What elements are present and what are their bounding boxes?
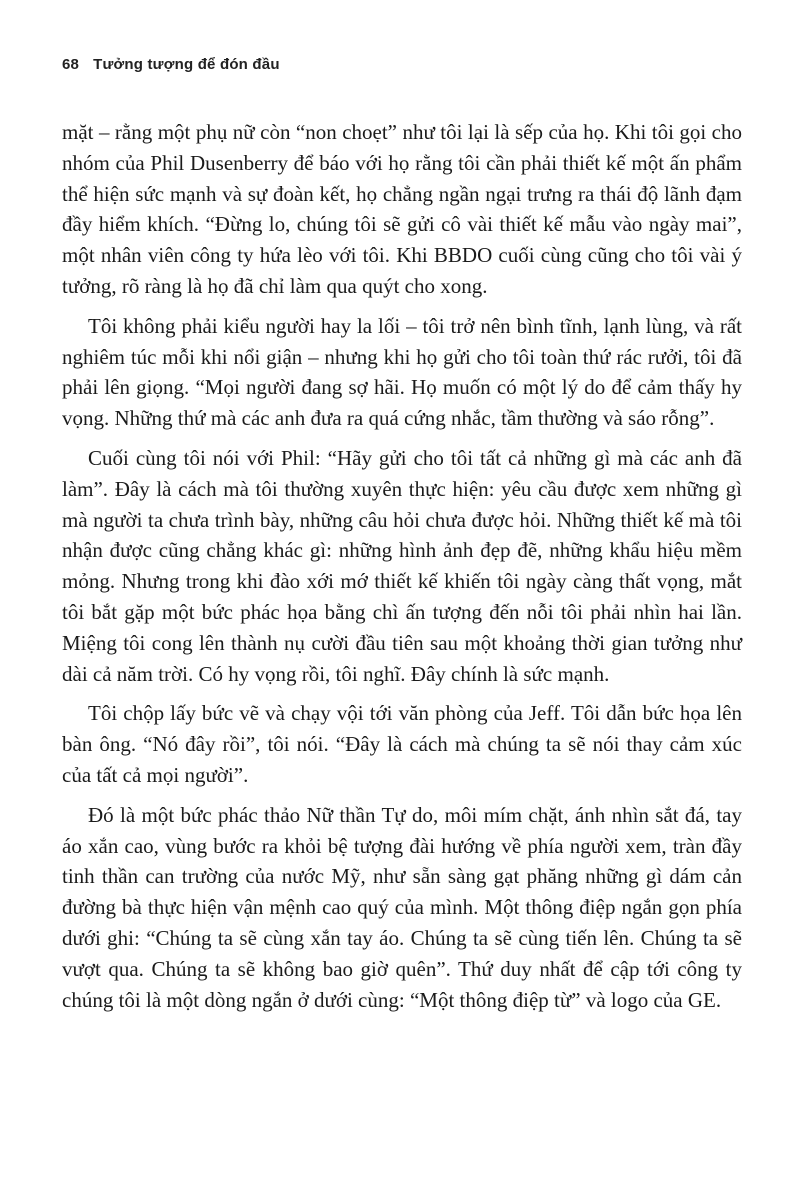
paragraph: Cuối cùng tôi nói với Phil: “Hãy gửi cho tôi tất cả những gì mà các anh đã làm”. Đây là cách mà tôi thường xuyên thực hiện: yêu cầu được xem những gì mà người ta chưa trình bày, những câu hỏi chưa được hỏi. Những thiết kế mà tôi nhận được cũng chẳng khác gì: những hình ảnh đẹp đẽ, những khẩu hiệu mềm mỏng. Nhưng trong khi đào xới mớ thiết kế khiến tôi ngày càng thất vọng, mắt tôi bắt gặp một bức phác họa bằng chì ấn tượng đến nỗi tôi phải nhìn hai lần. Miệng tôi cong lên thành nụ cười đầu tiên sau một khoảng thời gian tưởng như dài cả năm trời. Có hy vọng rồi, tôi nghĩ. Đây chính là sức mạnh. <box>62 445 742 686</box>
paragraph: Tôi không phải kiểu người hay la lối – tôi trở nên bình tĩnh, lạnh lùng, và rất nghiêm túc mỗi khi nổi giận – nhưng khi họ gửi cho tôi toàn thứ rác rưởi, tôi đã phải lên giọng. “Mọi người đang sợ hãi. Họ muốn có một lý do để cảm thấy hy vọng. Những thứ mà các anh đưa ra quá cứng nhắc, tầm thường và sáo rỗng”. <box>62 313 742 431</box>
paragraph-continued: mặt – rằng một phụ nữ còn “non choẹt” như tôi lại là sếp của họ. Khi tôi gọi cho nhóm của Phil Dusenberry để báo với họ rằng tôi cần phải thiết kế một ấn phẩm thể hiện sức mạnh và sự đoàn kết, họ chẳng ngần ngại trưng ra thái độ lãnh đạm đầy hiểm khích. “Đừng lo, chúng tôi sẽ gửi cô vài thiết kế mẫu vào ngày mai”, một nhân viên công ty hứa lèo với tôi. Khi BBDO cuối cùng cũng cho tôi vài ý tưởng, rõ ràng là họ đã chỉ làm qua quýt cho xong. <box>62 120 742 298</box>
paragraph: Tôi chộp lấy bức vẽ và chạy vội tới văn phòng của Jeff. Tôi dẫn bức họa lên bàn ông. “Nó đây rồi”, tôi nói. “Đây là cách mà chúng ta sẽ nói thay cảm xúc của tất cả mọi người”. <box>62 701 742 787</box>
page-number: 68 <box>62 56 80 73</box>
body-text <box>62 117 742 1024</box>
running-header <box>62 56 280 73</box>
book-title: Tưởng tượng để đón đầu <box>93 56 280 73</box>
paragraph: Đó là một bức phác thảo Nữ thần Tự do, môi mím chặt, ánh nhìn sắt đá, tay áo xắn cao, vùng bước ra khỏi bệ tượng đài hướng về phía người xem, tràn đầy tinh thần can trường của nước Mỹ, như sẵn sàng gạt phăng những gì dám cản đường bà thực hiện vận mệnh cao quý của mình. Một thông điệp ngắn gọn phía dưới ghi: “Chúng ta sẽ cùng xắn tay áo. Chúng ta sẽ cùng tiến lên. Chúng ta sẽ vượt qua. Chúng ta sẽ không bao giờ quên”. Thứ duy nhất để cập tới công ty chúng tôi là một dòng ngắn ở dưới cùng: “Một thông điệp từ” và logo của GE. <box>62 802 742 1012</box>
